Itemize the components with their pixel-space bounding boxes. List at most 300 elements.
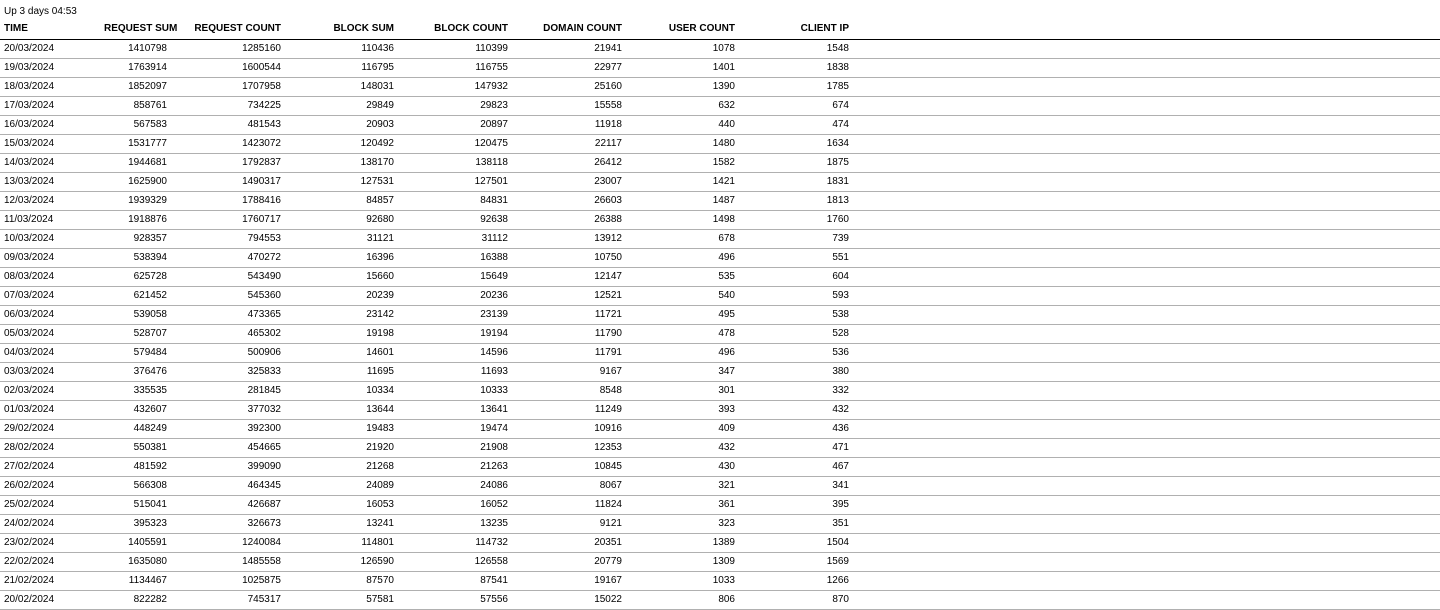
cell-block-sum: 127531 [281, 173, 394, 192]
cell-block-sum: 87570 [281, 572, 394, 591]
cell-domain-count: 13912 [508, 230, 622, 249]
cell-block-count: 13235 [394, 515, 508, 534]
cell-block-count: 31112 [394, 230, 508, 249]
cell-block-sum: 16053 [281, 496, 394, 515]
table-row [0, 40, 1440, 59]
cell-block-count: 19474 [394, 420, 508, 439]
table-row [0, 458, 1440, 477]
cell-block-count: 19194 [394, 325, 508, 344]
column-header-time: TIME [0, 19, 104, 40]
cell-request-count: 1490317 [167, 173, 281, 192]
cell-user-count: 806 [622, 591, 735, 610]
cell-user-count: 1309 [622, 553, 735, 572]
cell-domain-count: 8067 [508, 477, 622, 496]
cell-user-count: 347 [622, 363, 735, 382]
cell-block-count: 29823 [394, 97, 508, 116]
cell-user-count: 1582 [622, 154, 735, 173]
cell-block-count: 138118 [394, 154, 508, 173]
row-spacer [849, 40, 1440, 59]
table-row [0, 591, 1440, 610]
cell-client-ip: 395 [735, 496, 849, 515]
cell-request-count: 1485558 [167, 553, 281, 572]
cell-request-sum: 1944681 [104, 154, 167, 173]
cell-request-sum: 1134467 [104, 572, 167, 591]
table-row [0, 382, 1440, 401]
cell-block-count: 116755 [394, 59, 508, 78]
cell-domain-count: 23007 [508, 173, 622, 192]
cell-user-count: 540 [622, 287, 735, 306]
cell-client-ip: 739 [735, 230, 849, 249]
cell-block-count: 20897 [394, 116, 508, 135]
cell-request-count: 734225 [167, 97, 281, 116]
cell-block-sum: 31121 [281, 230, 394, 249]
cell-request-sum: 1939329 [104, 192, 167, 211]
cell-request-sum: 395323 [104, 515, 167, 534]
cell-domain-count: 12521 [508, 287, 622, 306]
cell-user-count: 496 [622, 249, 735, 268]
cell-request-count: 377032 [167, 401, 281, 420]
cell-block-sum: 126590 [281, 553, 394, 572]
row-spacer [849, 515, 1440, 534]
cell-time: 27/02/2024 [0, 458, 104, 477]
table-row [0, 363, 1440, 382]
cell-request-sum: 1531777 [104, 135, 167, 154]
cell-request-count: 1792837 [167, 154, 281, 173]
row-spacer [849, 496, 1440, 515]
table-row [0, 420, 1440, 439]
cell-request-count: 1707958 [167, 78, 281, 97]
cell-time: 02/03/2024 [0, 382, 104, 401]
cell-time: 15/03/2024 [0, 135, 104, 154]
cell-request-count: 470272 [167, 249, 281, 268]
cell-user-count: 478 [622, 325, 735, 344]
cell-domain-count: 26603 [508, 192, 622, 211]
row-spacer [849, 439, 1440, 458]
row-spacer [849, 458, 1440, 477]
cell-block-count: 10333 [394, 382, 508, 401]
cell-request-sum: 858761 [104, 97, 167, 116]
cell-time: 29/02/2024 [0, 420, 104, 439]
cell-user-count: 678 [622, 230, 735, 249]
row-spacer [849, 591, 1440, 610]
cell-user-count: 1401 [622, 59, 735, 78]
row-spacer [849, 154, 1440, 173]
cell-client-ip: 332 [735, 382, 849, 401]
uptime-status: Up 3 days 04:53 [4, 6, 77, 17]
cell-user-count: 496 [622, 344, 735, 363]
cell-domain-count: 19167 [508, 572, 622, 591]
row-spacer [849, 382, 1440, 401]
cell-domain-count: 15022 [508, 591, 622, 610]
cell-client-ip: 1548 [735, 40, 849, 59]
column-header-user-count: USER COUNT [622, 19, 735, 40]
cell-client-ip: 1504 [735, 534, 849, 553]
table-row [0, 59, 1440, 78]
cell-client-ip: 380 [735, 363, 849, 382]
cell-block-count: 92638 [394, 211, 508, 230]
cell-time: 07/03/2024 [0, 287, 104, 306]
cell-domain-count: 22977 [508, 59, 622, 78]
cell-block-sum: 114801 [281, 534, 394, 553]
cell-request-sum: 538394 [104, 249, 167, 268]
row-spacer [849, 572, 1440, 591]
cell-client-ip: 1634 [735, 135, 849, 154]
cell-domain-count: 11918 [508, 116, 622, 135]
cell-block-count: 14596 [394, 344, 508, 363]
cell-user-count: 323 [622, 515, 735, 534]
cell-domain-count: 22117 [508, 135, 622, 154]
cell-request-count: 1760717 [167, 211, 281, 230]
cell-block-count: 21908 [394, 439, 508, 458]
cell-domain-count: 8548 [508, 382, 622, 401]
cell-request-count: 399090 [167, 458, 281, 477]
table-row [0, 534, 1440, 553]
cell-domain-count: 10750 [508, 249, 622, 268]
cell-request-count: 426687 [167, 496, 281, 515]
cell-block-sum: 21920 [281, 439, 394, 458]
cell-domain-count: 11790 [508, 325, 622, 344]
cell-client-ip: 538 [735, 306, 849, 325]
cell-block-count: 127501 [394, 173, 508, 192]
cell-request-count: 464345 [167, 477, 281, 496]
cell-client-ip: 870 [735, 591, 849, 610]
cell-time: 20/03/2024 [0, 40, 104, 59]
cell-request-sum: 376476 [104, 363, 167, 382]
cell-user-count: 632 [622, 97, 735, 116]
table-row [0, 553, 1440, 572]
cell-user-count: 1389 [622, 534, 735, 553]
cell-block-sum: 20903 [281, 116, 394, 135]
cell-block-count: 20236 [394, 287, 508, 306]
cell-domain-count: 12353 [508, 439, 622, 458]
cell-block-sum: 116795 [281, 59, 394, 78]
table-row [0, 173, 1440, 192]
table-row [0, 268, 1440, 287]
cell-request-count: 1600544 [167, 59, 281, 78]
cell-user-count: 495 [622, 306, 735, 325]
cell-domain-count: 26388 [508, 211, 622, 230]
table-row [0, 439, 1440, 458]
row-spacer [849, 306, 1440, 325]
cell-time: 24/02/2024 [0, 515, 104, 534]
cell-request-count: 473365 [167, 306, 281, 325]
cell-request-sum: 515041 [104, 496, 167, 515]
cell-request-sum: 1405591 [104, 534, 167, 553]
cell-request-count: 326673 [167, 515, 281, 534]
row-spacer [849, 553, 1440, 572]
row-spacer [849, 420, 1440, 439]
cell-request-count: 454665 [167, 439, 281, 458]
row-spacer [849, 477, 1440, 496]
cell-time: 23/02/2024 [0, 534, 104, 553]
cell-domain-count: 21941 [508, 40, 622, 59]
column-header-request-sum: REQUEST SUM [104, 19, 167, 40]
cell-user-count: 301 [622, 382, 735, 401]
cell-domain-count: 11249 [508, 401, 622, 420]
cell-client-ip: 1875 [735, 154, 849, 173]
cell-block-sum: 148031 [281, 78, 394, 97]
cell-user-count: 409 [622, 420, 735, 439]
cell-client-ip: 436 [735, 420, 849, 439]
cell-time: 05/03/2024 [0, 325, 104, 344]
row-spacer [849, 401, 1440, 420]
cell-request-count: 500906 [167, 344, 281, 363]
table-row [0, 116, 1440, 135]
cell-user-count: 1487 [622, 192, 735, 211]
cell-block-sum: 92680 [281, 211, 394, 230]
row-spacer [849, 173, 1440, 192]
table-row [0, 154, 1440, 173]
cell-client-ip: 1831 [735, 173, 849, 192]
cell-block-count: 110399 [394, 40, 508, 59]
cell-block-sum: 138170 [281, 154, 394, 173]
cell-request-count: 1423072 [167, 135, 281, 154]
cell-request-count: 1240084 [167, 534, 281, 553]
cell-block-sum: 15660 [281, 268, 394, 287]
cell-request-sum: 1635080 [104, 553, 167, 572]
cell-block-sum: 13644 [281, 401, 394, 420]
cell-time: 26/02/2024 [0, 477, 104, 496]
cell-request-sum: 621452 [104, 287, 167, 306]
cell-client-ip: 471 [735, 439, 849, 458]
cell-block-count: 11693 [394, 363, 508, 382]
cell-client-ip: 1569 [735, 553, 849, 572]
cell-request-count: 1285160 [167, 40, 281, 59]
cell-block-count: 16052 [394, 496, 508, 515]
cell-request-count: 794553 [167, 230, 281, 249]
cell-domain-count: 9167 [508, 363, 622, 382]
row-spacer [849, 534, 1440, 553]
table-row [0, 515, 1440, 534]
cell-domain-count: 11824 [508, 496, 622, 515]
table-row [0, 306, 1440, 325]
cell-time: 13/03/2024 [0, 173, 104, 192]
cell-block-count: 120475 [394, 135, 508, 154]
stats-table-container [0, 19, 1440, 610]
cell-block-sum: 84857 [281, 192, 394, 211]
cell-client-ip: 674 [735, 97, 849, 116]
table-row [0, 325, 1440, 344]
row-spacer [849, 344, 1440, 363]
table-row [0, 572, 1440, 591]
cell-time: 22/02/2024 [0, 553, 104, 572]
cell-time: 28/02/2024 [0, 439, 104, 458]
cell-time: 08/03/2024 [0, 268, 104, 287]
row-spacer [849, 363, 1440, 382]
cell-client-ip: 551 [735, 249, 849, 268]
table-row [0, 401, 1440, 420]
cell-time: 04/03/2024 [0, 344, 104, 363]
cell-block-count: 21263 [394, 458, 508, 477]
row-spacer [849, 249, 1440, 268]
cell-user-count: 1480 [622, 135, 735, 154]
cell-client-ip: 474 [735, 116, 849, 135]
cell-time: 18/03/2024 [0, 78, 104, 97]
cell-request-sum: 550381 [104, 439, 167, 458]
cell-request-sum: 528707 [104, 325, 167, 344]
cell-client-ip: 1760 [735, 211, 849, 230]
cell-request-count: 481543 [167, 116, 281, 135]
cell-user-count: 393 [622, 401, 735, 420]
cell-client-ip: 536 [735, 344, 849, 363]
cell-domain-count: 20351 [508, 534, 622, 553]
cell-block-count: 84831 [394, 192, 508, 211]
cell-block-count: 126558 [394, 553, 508, 572]
cell-block-count: 15649 [394, 268, 508, 287]
cell-domain-count: 10916 [508, 420, 622, 439]
row-spacer [849, 211, 1440, 230]
cell-user-count: 432 [622, 439, 735, 458]
cell-time: 16/03/2024 [0, 116, 104, 135]
row-spacer [849, 135, 1440, 154]
cell-time: 12/03/2024 [0, 192, 104, 211]
cell-request-sum: 928357 [104, 230, 167, 249]
cell-request-count: 545360 [167, 287, 281, 306]
table-row [0, 78, 1440, 97]
cell-request-count: 1788416 [167, 192, 281, 211]
cell-domain-count: 12147 [508, 268, 622, 287]
cell-block-sum: 19483 [281, 420, 394, 439]
cell-block-count: 16388 [394, 249, 508, 268]
column-header-spacer [849, 19, 1440, 40]
cell-time: 25/02/2024 [0, 496, 104, 515]
cell-user-count: 1033 [622, 572, 735, 591]
cell-request-count: 281845 [167, 382, 281, 401]
cell-time: 03/03/2024 [0, 363, 104, 382]
cell-block-count: 23139 [394, 306, 508, 325]
row-spacer [849, 59, 1440, 78]
cell-request-count: 745317 [167, 591, 281, 610]
row-spacer [849, 97, 1440, 116]
cell-request-sum: 432607 [104, 401, 167, 420]
cell-request-sum: 1763914 [104, 59, 167, 78]
cell-time: 10/03/2024 [0, 230, 104, 249]
row-spacer [849, 192, 1440, 211]
cell-block-sum: 10334 [281, 382, 394, 401]
cell-domain-count: 11721 [508, 306, 622, 325]
cell-block-count: 114732 [394, 534, 508, 553]
cell-user-count: 440 [622, 116, 735, 135]
cell-client-ip: 1266 [735, 572, 849, 591]
cell-time: 06/03/2024 [0, 306, 104, 325]
table-row [0, 211, 1440, 230]
cell-domain-count: 25160 [508, 78, 622, 97]
cell-time: 11/03/2024 [0, 211, 104, 230]
cell-request-sum: 579484 [104, 344, 167, 363]
cell-user-count: 1390 [622, 78, 735, 97]
cell-request-count: 543490 [167, 268, 281, 287]
cell-time: 01/03/2024 [0, 401, 104, 420]
cell-time: 09/03/2024 [0, 249, 104, 268]
cell-request-sum: 625728 [104, 268, 167, 287]
cell-user-count: 1498 [622, 211, 735, 230]
cell-request-sum: 481592 [104, 458, 167, 477]
table-row [0, 230, 1440, 249]
table-row [0, 287, 1440, 306]
cell-request-sum: 539058 [104, 306, 167, 325]
cell-block-count: 57556 [394, 591, 508, 610]
cell-request-count: 1025875 [167, 572, 281, 591]
cell-request-sum: 1410798 [104, 40, 167, 59]
cell-user-count: 321 [622, 477, 735, 496]
column-header-block-count: BLOCK COUNT [394, 19, 508, 40]
cell-block-sum: 16396 [281, 249, 394, 268]
cell-time: 20/02/2024 [0, 591, 104, 610]
cell-client-ip: 1785 [735, 78, 849, 97]
cell-user-count: 1421 [622, 173, 735, 192]
cell-block-sum: 11695 [281, 363, 394, 382]
cell-request-sum: 1625900 [104, 173, 167, 192]
cell-user-count: 535 [622, 268, 735, 287]
cell-domain-count: 20779 [508, 553, 622, 572]
table-header-row [0, 19, 1440, 40]
cell-user-count: 1078 [622, 40, 735, 59]
table-row [0, 496, 1440, 515]
cell-request-sum: 335535 [104, 382, 167, 401]
cell-request-count: 392300 [167, 420, 281, 439]
cell-request-count: 465302 [167, 325, 281, 344]
cell-client-ip: 432 [735, 401, 849, 420]
cell-client-ip: 528 [735, 325, 849, 344]
cell-time: 17/03/2024 [0, 97, 104, 116]
cell-block-sum: 19198 [281, 325, 394, 344]
cell-request-count: 325833 [167, 363, 281, 382]
cell-client-ip: 467 [735, 458, 849, 477]
cell-block-sum: 120492 [281, 135, 394, 154]
cell-block-sum: 14601 [281, 344, 394, 363]
cell-client-ip: 593 [735, 287, 849, 306]
column-header-block-sum: BLOCK SUM [281, 19, 394, 40]
cell-client-ip: 341 [735, 477, 849, 496]
cell-request-sum: 1918876 [104, 211, 167, 230]
cell-client-ip: 1813 [735, 192, 849, 211]
table-row [0, 192, 1440, 211]
cell-domain-count: 9121 [508, 515, 622, 534]
row-spacer [849, 116, 1440, 135]
cell-request-sum: 567583 [104, 116, 167, 135]
cell-block-sum: 24089 [281, 477, 394, 496]
cell-client-ip: 351 [735, 515, 849, 534]
table-row [0, 249, 1440, 268]
column-header-request-count: REQUEST COUNT [167, 19, 281, 40]
cell-user-count: 430 [622, 458, 735, 477]
cell-domain-count: 15558 [508, 97, 622, 116]
table-row [0, 135, 1440, 154]
table-row [0, 344, 1440, 363]
cell-block-sum: 110436 [281, 40, 394, 59]
cell-domain-count: 10845 [508, 458, 622, 477]
row-spacer [849, 268, 1440, 287]
row-spacer [849, 287, 1440, 306]
cell-client-ip: 1838 [735, 59, 849, 78]
cell-request-sum: 822282 [104, 591, 167, 610]
cell-domain-count: 11791 [508, 344, 622, 363]
cell-client-ip: 604 [735, 268, 849, 287]
cell-block-count: 147932 [394, 78, 508, 97]
table-row [0, 477, 1440, 496]
cell-block-sum: 13241 [281, 515, 394, 534]
column-header-client-ip: CLIENT IP [735, 19, 849, 40]
cell-time: 14/03/2024 [0, 154, 104, 173]
cell-block-sum: 29849 [281, 97, 394, 116]
cell-request-sum: 448249 [104, 420, 167, 439]
cell-block-sum: 57581 [281, 591, 394, 610]
cell-user-count: 361 [622, 496, 735, 515]
table-body [0, 40, 1440, 610]
cell-block-sum: 23142 [281, 306, 394, 325]
table-row [0, 97, 1440, 116]
column-header-domain-count: DOMAIN COUNT [508, 19, 622, 40]
